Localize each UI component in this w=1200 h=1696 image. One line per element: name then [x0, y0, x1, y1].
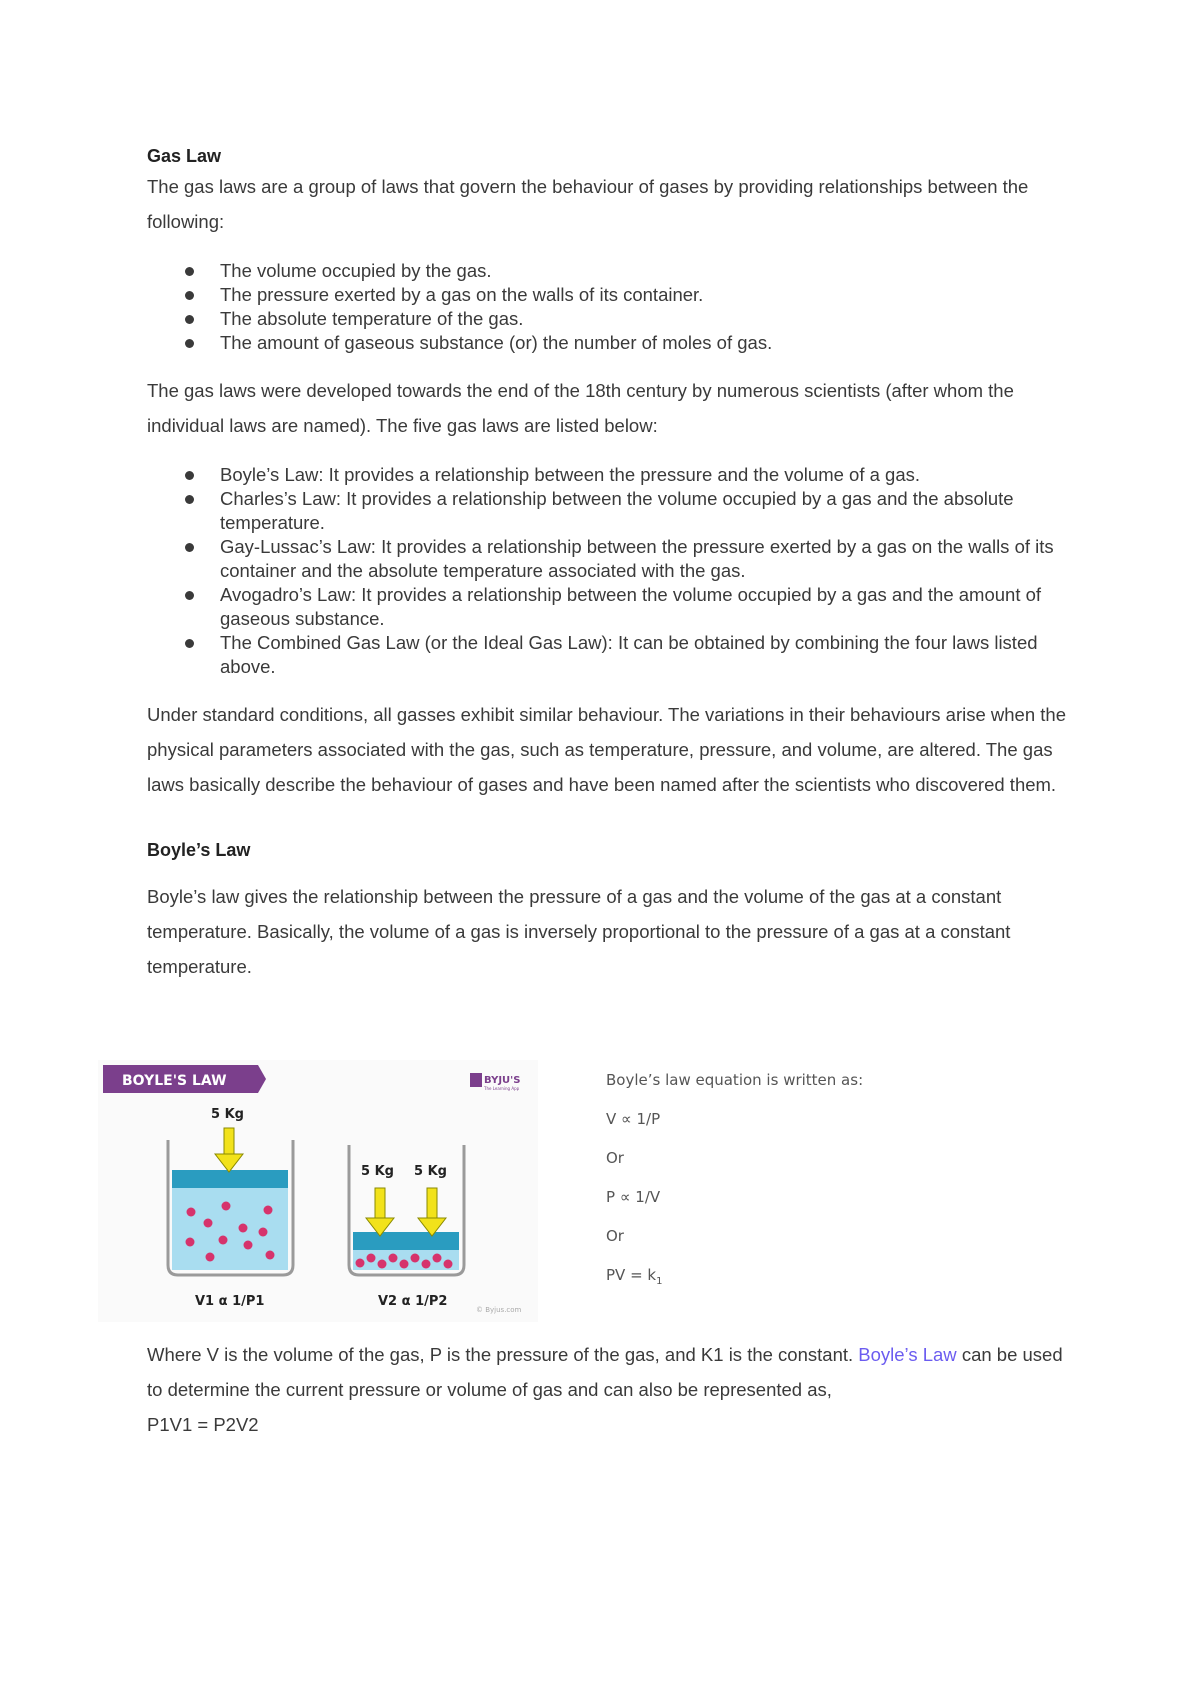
beaker-2	[349, 1145, 522, 1314]
history-paragraph: The gas laws were developed towards the end of the 18th century by numerous scientists (after whom the individual laws are named). The five gas laws are listed below:	[147, 380, 1014, 436]
volume-1-label: V1 α 1/P1	[195, 1294, 265, 1309]
molecule	[422, 1260, 431, 1269]
boyles-law-diagram	[98, 1060, 538, 1322]
molecule	[444, 1260, 453, 1269]
list-item: The absolute temperature of the gas.	[147, 307, 1067, 331]
boyle-heading: Boyle’s Law	[147, 840, 251, 860]
molecule	[206, 1253, 215, 1262]
molecule	[433, 1254, 442, 1263]
list-item: Charles’s Law: It provides a relationship between the volume occupied by a gas and the absolute temperature.	[147, 487, 1067, 535]
brand-logo-mark	[470, 1073, 482, 1087]
weight-arrow-2a-shaft	[375, 1188, 385, 1220]
equation-line-3-main: PV = k	[606, 1266, 657, 1284]
intro-paragraph: The gas laws are a group of laws that govern the behaviour of gases by providing relationships between the following:	[147, 176, 1029, 232]
list-item: The pressure exerted by a gas on the walls of its container.	[147, 283, 1067, 307]
closing-equation: P1V1 = P2V2	[147, 1414, 259, 1435]
molecule	[389, 1254, 398, 1263]
molecule	[187, 1208, 196, 1217]
equation-line-3	[606, 1266, 662, 1287]
banner-tip	[258, 1065, 266, 1093]
list-item: The amount of gaseous substance (or) the number of moles of gas.	[147, 331, 1067, 355]
conditions-paragraph: Under standard conditions, all gasses exhibit similar behaviour. The variations in their behaviours arise when the physical parameters associated with the gas, such as temperature, pressure, and volume, are altered. The gas laws basically describe the behaviour of gases and have been named after the scientists who discovered them.	[147, 704, 1066, 795]
banner-text: BOYLE'S LAW	[122, 1073, 227, 1089]
molecule	[219, 1236, 228, 1245]
bullet-icon	[185, 591, 194, 600]
boyles-law-link[interactable]: Boyle’s Law	[858, 1344, 957, 1365]
brand-logo	[470, 1073, 520, 1091]
molecule	[266, 1251, 275, 1260]
weight-1-label: 5 Kg	[211, 1107, 244, 1122]
list-item: The Combined Gas Law (or the Ideal Gas Law): It can be obtained by combining the four laws listed above.	[147, 631, 1067, 679]
equation-line-1: V ∝ 1/P	[606, 1110, 661, 1128]
list-item: Avogadro’s Law: It provides a relationship between the volume occupied by a gas and the amount of gaseous substance.	[147, 583, 1067, 631]
beaker-1-piston	[172, 1170, 288, 1188]
molecule	[244, 1241, 253, 1250]
bullet-icon	[185, 639, 194, 648]
equation-or-2: Or	[606, 1227, 624, 1245]
molecule	[367, 1254, 376, 1263]
bullet-icon	[185, 495, 194, 504]
boyles-equation-box	[600, 1060, 920, 1290]
list-item: Gay-Lussac’s Law: It provides a relationship between the pressure exerted by a gas on the walls of its container and the absolute temperature associated with the gas.	[147, 535, 1067, 583]
beaker-1	[168, 1107, 293, 1309]
closing-paragraph	[147, 1337, 1067, 1442]
weight-2b-label: 5 Kg	[414, 1164, 447, 1179]
list-item: Boyle’s Law: It provides a relationship between the pressure and the volume of a gas.	[147, 463, 1067, 487]
equation-line-3-subscript: 1	[656, 1276, 663, 1287]
bullet-icon	[185, 471, 194, 480]
molecule	[378, 1260, 387, 1269]
beaker-2-piston	[353, 1232, 459, 1250]
closing-text: Where V is the volume of the gas, P is the pressure of the gas, and K1 is the constant.	[147, 1344, 854, 1365]
weight-arrow-1-head	[215, 1154, 243, 1172]
closing-text-2: can be used to determine the current pressure or volume of gas and can also be represented as,	[147, 1344, 1063, 1400]
bullet-icon	[185, 267, 194, 276]
molecule	[264, 1206, 273, 1215]
equation-or-1: Or	[606, 1149, 624, 1167]
figure-credit: © Byjus.com	[476, 1306, 522, 1314]
equation-heading: Boyle’s law equation is written as:	[606, 1071, 864, 1089]
volume-2-label: V2 α 1/P2	[378, 1294, 448, 1309]
gas-laws-list	[147, 463, 1067, 679]
weight-arrow-2b-shaft	[427, 1188, 437, 1220]
bullet-icon	[185, 339, 194, 348]
weight-arrow-1-shaft	[224, 1128, 234, 1156]
page-title: Gas Law	[147, 146, 222, 166]
molecule	[259, 1228, 268, 1237]
brand-name: BYJU'S	[484, 1075, 521, 1086]
boyles-law-figure	[98, 1060, 538, 1322]
gas-factors-list	[147, 259, 1067, 355]
bullet-icon	[185, 543, 194, 552]
molecule	[411, 1254, 420, 1263]
molecule	[186, 1238, 195, 1247]
bullet-icon	[185, 291, 194, 300]
bullet-icon	[185, 315, 194, 324]
molecule	[400, 1260, 409, 1269]
weight-2a-label: 5 Kg	[361, 1164, 394, 1179]
equation-line-2: P ∝ 1/V	[606, 1188, 661, 1206]
molecule	[239, 1224, 248, 1233]
list-item: The volume occupied by the gas.	[147, 259, 1067, 283]
brand-tagline: The Learning App	[484, 1086, 520, 1091]
boyle-paragraph: Boyle’s law gives the relationship between the pressure of a gas and the volume of the gas at a constant temperature. Basically, the volume of a gas is inversely proportional to the pressure of a gas at a constant temperature.	[147, 886, 1011, 977]
molecule	[204, 1219, 213, 1228]
document-body	[147, 146, 1067, 984]
molecule	[222, 1202, 231, 1211]
molecule	[356, 1259, 365, 1268]
